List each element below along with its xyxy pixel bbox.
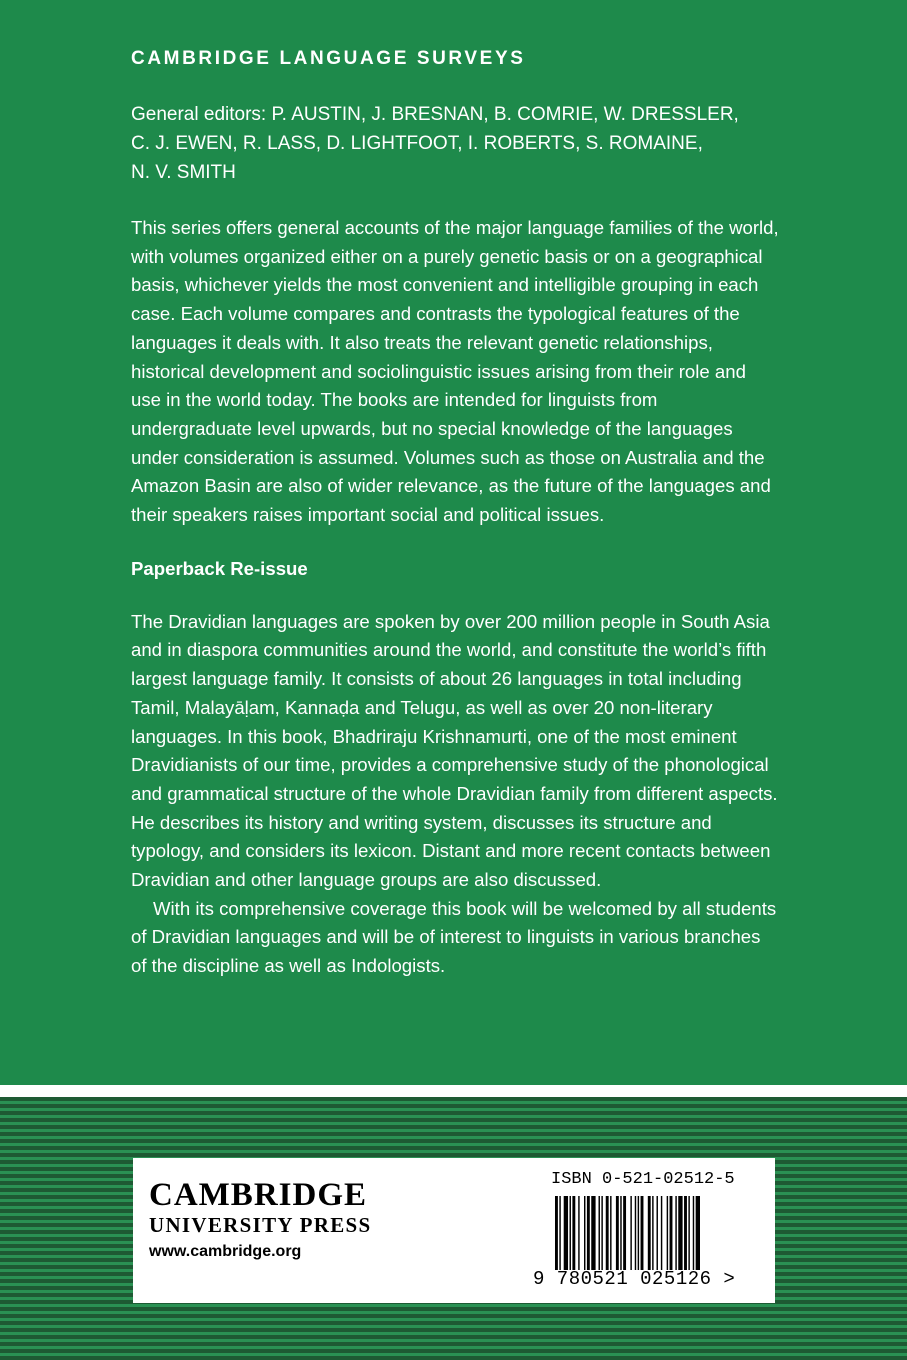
cover-text bbox=[131, 48, 781, 981]
editors-line-3: N. V. SMITH bbox=[131, 162, 236, 183]
divider-band bbox=[0, 1085, 907, 1097]
barcode-digits: 9 780521 025126 > bbox=[533, 1268, 736, 1290]
publisher-url: www.cambridge.org bbox=[149, 1243, 302, 1260]
barcode-icon bbox=[553, 1196, 753, 1274]
publisher-logo bbox=[149, 1178, 372, 1261]
isbn-label: ISBN 0-521-02512-5 bbox=[551, 1170, 735, 1189]
reissue-heading: Paperback Re-issue bbox=[131, 557, 308, 579]
barcode-block bbox=[533, 1168, 759, 1296]
series-title: CAMBRIDGE LANGUAGE SURVEYS bbox=[131, 48, 526, 69]
series-description: This series offers general accounts of the major language families of the world, with volumes organized either on a purely genetic basis or on a geographical basis, whichever yields the most convenient and intelligible grouping in each case. Each volume compares and contrasts the typological features of the languages it deals with. It also treats the relevant genetic relationships, historical development and sociolinguistic issues arising from their role and use in the world today. The books are intended for linguists from undergraduate level upwards, but no special knowledge of the languages under consideration is assumed. Volumes such as those on Australia and the Amazon Basin are also of wider relevance, as the future of the languages and their speakers raises important social and political issues. bbox=[131, 217, 779, 526]
editors-line-1: General editors: P. AUSTIN, J. BRESNAN, B. COMRIE, W. DRESSLER, bbox=[131, 104, 739, 125]
publisher-panel bbox=[133, 1158, 775, 1303]
book-description: The Dravidian languages are spoken by over 200 million people in South Asia and in diaspora communities around the world, and constitute the world’s fifth largest language family. It consists of about 26 languages in total including Tamil, Malayāḷam, Kannaḍa and Telugu, as well as over 20 non-literary languages. In this book, Bhadriraju Krishnamurti, one of the most eminent Dravidianists of our time, provides a comprehensive study of the phonological and grammatical structure of the whole Dravidian family from different aspects. He describes its history and writing system, discusses its structure and typology, and considers its lexicon. Distant and more recent contacts between Dravidian and other language groups are also discussed. bbox=[131, 610, 778, 891]
publisher-name: CAMBRIDGE bbox=[149, 1177, 368, 1213]
publisher-sub: UNIVERSITY PRESS bbox=[149, 1213, 372, 1237]
general-editors bbox=[131, 100, 781, 187]
editors-line-2: C. J. EWEN, R. LASS, D. LIGHTFOOT, I. ROBERTS, S. ROMAINE, bbox=[131, 133, 703, 154]
book-description-closing: With its comprehensive coverage this book will be welcomed by all students of Dravidian languages and will be of interest to linguists in various branches of the discipline as well as Indologists. bbox=[131, 897, 777, 977]
